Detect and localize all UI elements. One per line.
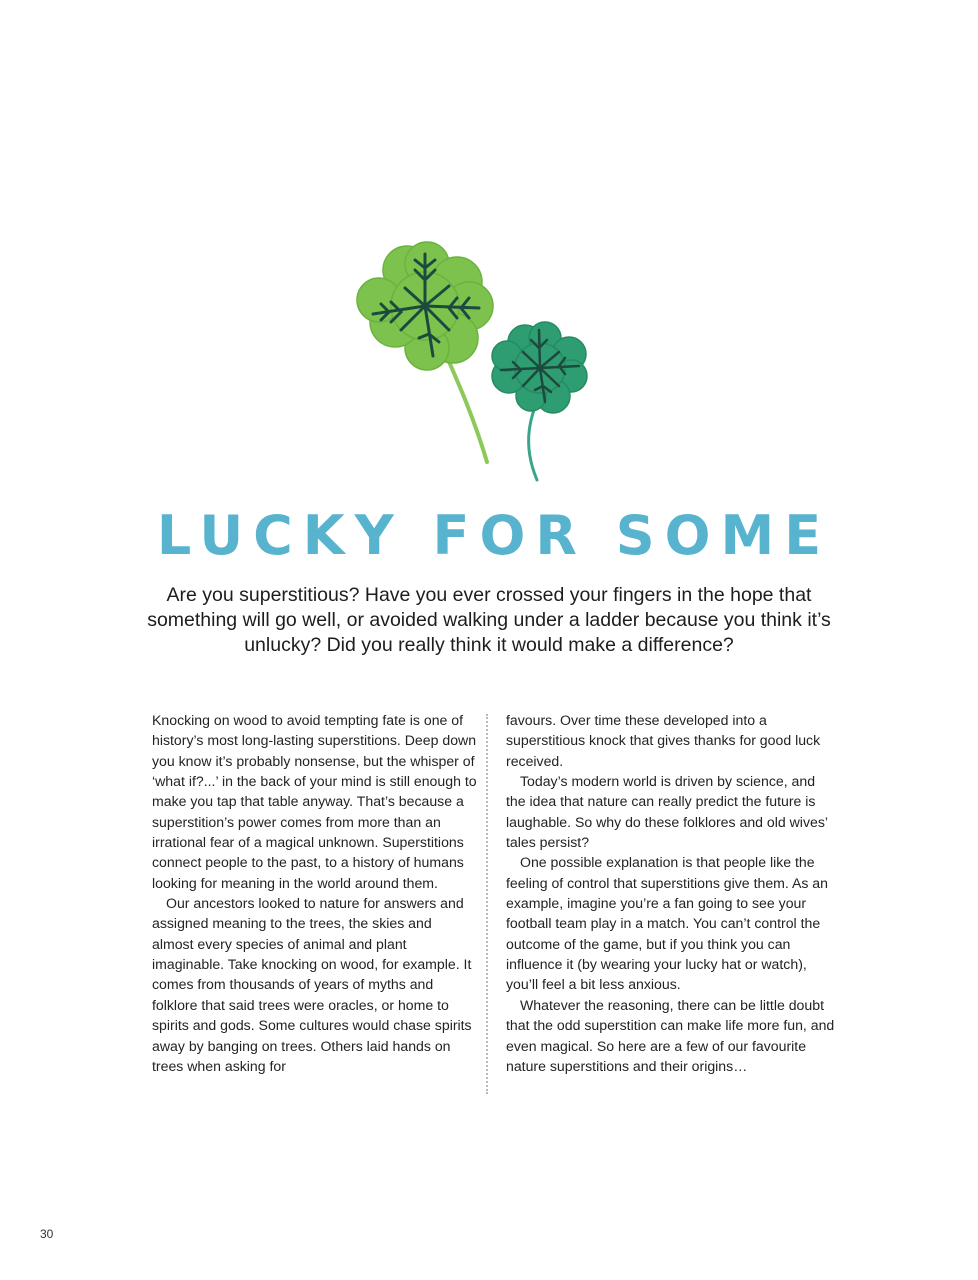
paragraph: Knocking on wood to avoid tempting fate is one of history’s most long-lasting superstitions. Deep down you know it’s probably nonsense, but the whisper of ‘what if?...’ in the back of your mind is still enough to make you tap that table anyway. That’s because a superstition’s power comes from more than an irrational fear of a magical unknown. Superstitions connect people to the past, to a history of humans looking for meaning in the world around them. [152, 712, 477, 891]
column-divider [486, 714, 488, 1094]
large-clover-stem [443, 348, 487, 462]
four-leaf-clover-illustration [345, 230, 605, 490]
standfirst-intro: Are you superstitious? Have you ever crossed your fingers in the hope that something will go well, or avoided walking under a ladder because you think it’s unlucky? Did you really think it would make a difference? [147, 584, 831, 656]
paragraph: Today’s modern world is driven by science, and the idea that nature can really predict the future is laughable. So why do these folklores and old wives’ tales persist? [506, 773, 828, 851]
paragraph: Our ancestors looked to nature for answers and assigned meaning to the trees, the skies and almost every species of animal and plant imaginable. Take knocking on wood, for example. It comes from thousands of years of myths and folklore that said trees were oracles, or home to spirits and gods. Some cultures would chase spirits away by banging on trees. Others laid hands on trees when asking for [152, 895, 472, 1074]
paragraph: favours. Over time these developed into a superstitious knock that gives thanks for good luck received. [506, 712, 821, 769]
paragraph: One possible explanation is that people like the feeling of control that superstitions give them. As an example, imagine you’re a fan going to see your football team play in a match. You can’t control the outcome of the game, but if you think you can influence it (by wearing your lucky hat or watch), you’ll feel a bit less anxious. [506, 854, 828, 993]
article-column-left [152, 710, 477, 1076]
page-title: LUCKY FOR SOME [156, 504, 832, 567]
article-column-right [506, 710, 836, 1076]
paragraph: Whatever the reasoning, there can be little doubt that the odd superstition can make life more fun, and even magical. So here are a few of our favourite nature superstitions and their origins… [506, 996, 835, 1074]
page-number: 30 [40, 1227, 54, 1241]
